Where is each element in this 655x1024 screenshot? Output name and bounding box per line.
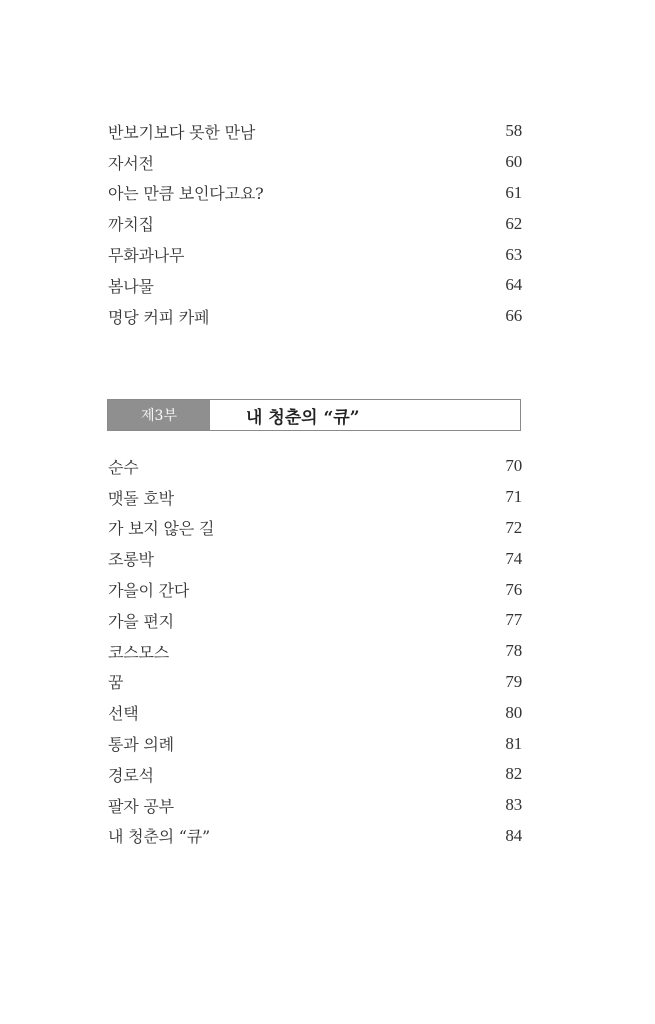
toc-entry-page: 82 (505, 764, 522, 784)
toc-entry (108, 270, 522, 301)
toc-entry-title: 가을 편지 (108, 611, 174, 631)
part3-header (107, 399, 521, 431)
toc-entry-page: 63 (505, 244, 522, 264)
toc-entry-page: 84 (505, 825, 522, 845)
toc-entry-title: 무화과나무 (108, 246, 185, 266)
toc-entry-page: 66 (505, 306, 522, 326)
toc-entry-title: 조롱박 (108, 550, 154, 570)
toc-entry-page: 64 (505, 275, 522, 295)
toc-entry-page: 77 (505, 610, 522, 630)
toc-list-part2-end (108, 116, 522, 332)
toc-entry-page: 60 (505, 152, 522, 172)
toc-entry (108, 543, 522, 574)
toc-entry (108, 667, 522, 698)
toc-entry-page: 58 (505, 121, 522, 141)
toc-entry-title: 내 청춘의 “큐” (108, 827, 211, 847)
toc-entry-title: 가 보지 않은 길 (108, 519, 215, 539)
toc-entry (108, 697, 522, 728)
toc-entry-title: 순수 (108, 457, 139, 477)
toc-entry-title: 까치집 (108, 215, 154, 235)
part3-label: 제3부 (108, 400, 210, 430)
toc-entry (108, 636, 522, 667)
toc-entry-page: 81 (505, 733, 522, 753)
toc-entry-title: 자서전 (108, 153, 154, 173)
toc-entry-page: 62 (505, 213, 522, 233)
toc-entry (108, 178, 522, 209)
toc-entry (108, 239, 522, 270)
toc-entry-page: 61 (505, 182, 522, 202)
toc-entry-title: 맷돌 호박 (108, 488, 174, 508)
toc-entry (108, 513, 522, 544)
toc-entry-page: 72 (505, 517, 522, 537)
toc-entry-title: 명당 커피 카페 (108, 307, 210, 327)
toc-entry (108, 301, 522, 332)
toc-entry (108, 482, 522, 513)
toc-entry-title: 아는 만큼 보인다고요? (108, 184, 264, 204)
toc-entry-title: 경로석 (108, 765, 154, 785)
toc-entry (108, 147, 522, 178)
toc-entry-title: 팔자 공부 (108, 796, 174, 816)
toc-entry-title: 반보기보다 못한 만남 (108, 122, 256, 142)
toc-entry (108, 116, 522, 147)
toc-entry-title: 꿈 (108, 673, 124, 693)
toc-entry (108, 605, 522, 636)
toc-entry (108, 208, 522, 239)
toc-entry-page: 70 (505, 456, 522, 476)
toc-entry-title: 가을이 간다 (108, 581, 190, 601)
toc-entry-page: 80 (505, 702, 522, 722)
toc-entry-title: 코스모스 (108, 642, 170, 662)
toc-entry (108, 790, 522, 821)
toc-entry-page: 74 (505, 548, 522, 568)
toc-list-part3 (108, 451, 522, 851)
toc-entry-page: 83 (505, 795, 522, 815)
toc-entry (108, 728, 522, 759)
toc-entry-title: 통과 의례 (108, 735, 174, 755)
toc-entry-title: 봄나물 (108, 276, 154, 296)
toc-entry-page: 79 (505, 671, 522, 691)
toc-entry (108, 574, 522, 605)
toc-entry-title: 선택 (108, 704, 139, 724)
toc-entry-page: 76 (505, 579, 522, 599)
toc-entry-page: 78 (505, 641, 522, 661)
toc-entry-page: 71 (505, 487, 522, 507)
part3-title: 내 청춘의 “큐” (246, 407, 360, 428)
toc-entry (108, 451, 522, 482)
toc-entry (108, 759, 522, 790)
toc-entry (108, 821, 522, 852)
